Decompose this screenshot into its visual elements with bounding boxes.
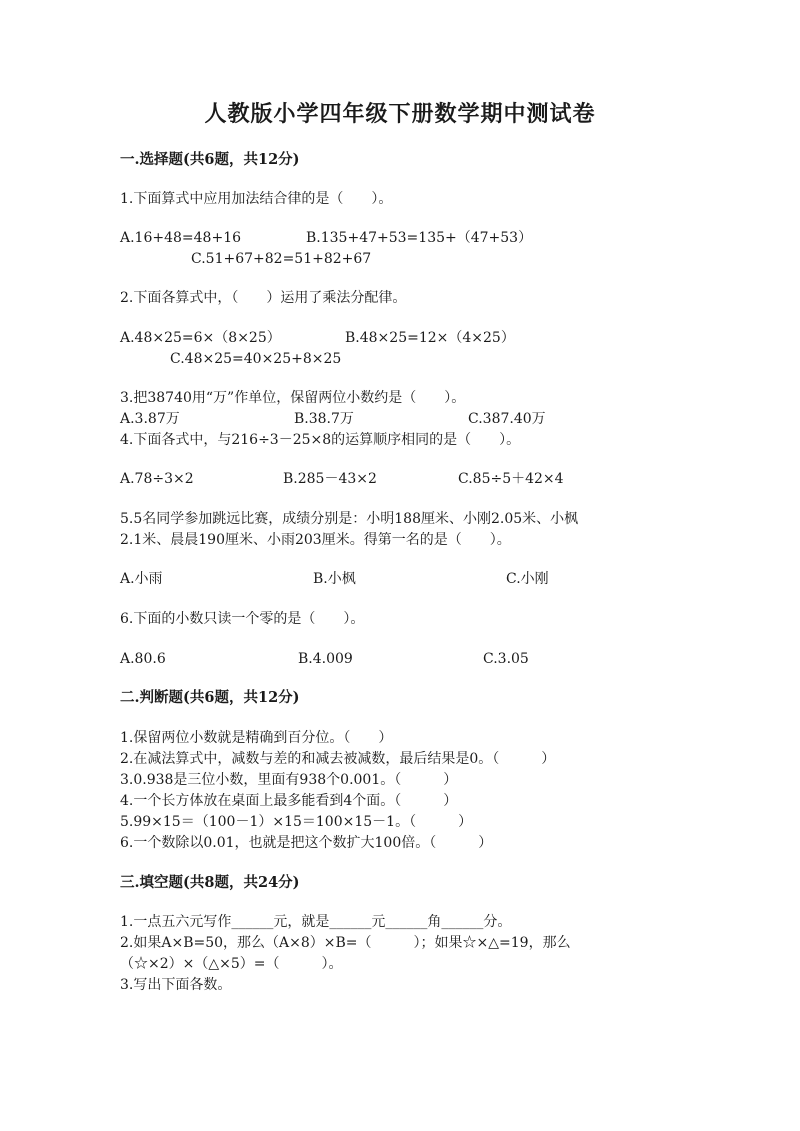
question-1-option-c: C.51+67+82=51+82+67 [191, 251, 372, 267]
question-3-stem: 3.把38740用“万”作单位，保留两位小数约是（ ）。 [120, 390, 466, 406]
page-title: 人教版小学四年级下册数学期中测试卷 [204, 101, 596, 127]
judge-item-4: 4.一个长方体放在桌面上最多能看到4个面。（ ） [120, 793, 458, 809]
question-4-option-c: C.85÷5＋42×4 [458, 471, 564, 487]
question-5-stem-line2: 2.1米、晨晨190厘米、小雨203厘米。得第一名的是（ ）。 [120, 532, 511, 548]
question-6-option-a: A.80.6 [120, 651, 166, 667]
question-3-option-b: B.38.7万 [294, 411, 354, 427]
question-4-option-b: B.285－43×2 [283, 471, 377, 487]
judge-item-2: 2.在减法算式中，减数与差的和减去被减数，最后结果是0。（ ） [120, 751, 556, 767]
question-1-option-a: A.16+48=48+16 [120, 230, 242, 246]
fill-item-2-line2: （☆×2）×（△×5）=（ ）。 [120, 956, 343, 972]
question-5-option-a: A.小雨 [120, 571, 163, 587]
question-5-stem-line1: 5.5名同学参加跳远比赛，成绩分别是：小明188厘米、小刚2.05米、小枫 [120, 511, 579, 527]
judge-item-6: 6.一个数除以0.01，也就是把这个数扩大100倍。（ ） [120, 835, 493, 851]
question-2-option-c: C.48×25=40×25+8×25 [170, 351, 342, 367]
question-5-option-b: B.小枫 [313, 571, 356, 587]
question-4-stem: 4.下面各式中，与216÷3－25×8的运算顺序相同的是（ ）。 [120, 432, 521, 448]
question-5-option-c: C.小刚 [506, 571, 549, 587]
question-3-option-a: A.3.87万 [120, 411, 180, 427]
fill-item-3: 3.写出下面各数。 [120, 977, 232, 993]
question-4-option-a: A.78÷3×2 [120, 471, 194, 487]
judge-item-5: 5.99×15＝（100－1）×15＝100×15－1。（ ） [120, 814, 473, 830]
fill-item-2-line1: 2.如果A×B=50，那么（A×8）×B=（ ）；如果☆×△=19，那么 [120, 935, 571, 951]
section-heading-fill: 三.填空题(共8题，共24分) [120, 874, 300, 891]
fill-item-1: 1.一点五六元写作______元，就是______元______角______分。 [120, 914, 512, 930]
question-1-stem: 1.下面算式中应用加法结合律的是（ ）。 [120, 191, 393, 207]
question-3-option-c: C.387.40万 [468, 411, 546, 427]
question-6-option-b: B.4.009 [298, 651, 353, 667]
question-6-stem: 6.下面的小数只读一个零的是（ ）。 [120, 611, 365, 627]
question-2-stem: 2.下面各算式中，（ ）运用了乘法分配律。 [120, 290, 407, 306]
judge-item-1: 1.保留两位小数就是精确到百分位。（ ） [120, 730, 393, 746]
judge-item-3: 3.0.938是三位小数，里面有938个0.001。（ ） [120, 772, 458, 788]
question-2-option-b: B.48×25=12×（4×25） [345, 330, 515, 346]
question-2-option-a: A.48×25=6×（8×25） [120, 330, 281, 346]
question-1-option-b: B.135+47+53=135+（47+53） [306, 230, 533, 246]
section-heading-choice: 一.选择题(共6题，共12分) [120, 151, 300, 168]
question-6-option-c: C.3.05 [483, 651, 529, 667]
section-heading-judge: 二.判断题(共6题，共12分) [120, 689, 300, 706]
